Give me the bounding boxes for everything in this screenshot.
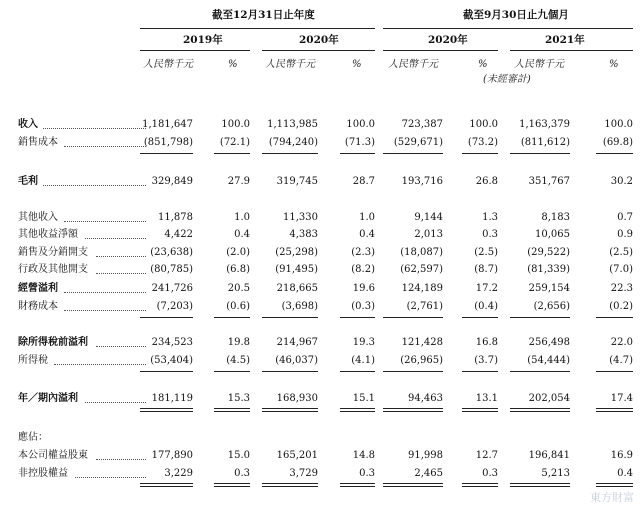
row-value: 1,163,379: [519, 119, 570, 130]
total-rule: [383, 483, 443, 484]
row-value: 5,213: [541, 468, 570, 479]
row-value: 1.3: [482, 212, 498, 223]
total-rule: [140, 317, 193, 318]
row-value: (54,444): [527, 355, 570, 366]
row-value: 100.0: [604, 119, 633, 130]
row-value: (8.7): [474, 264, 498, 275]
row-value: (91,495): [275, 264, 318, 275]
row-value: 12.7: [475, 450, 498, 461]
row-value: 100.0: [469, 119, 498, 130]
row-value: 351,767: [528, 176, 570, 187]
row-value: (3.7): [474, 355, 498, 366]
total-rule: [140, 153, 193, 154]
row-value: 15.3: [227, 393, 250, 404]
row-label: 所得稅: [18, 355, 48, 366]
total-rule: [596, 371, 633, 372]
row-value: 202,054: [528, 393, 570, 404]
row-value: 0.4: [234, 229, 250, 240]
total-rule: [596, 153, 633, 154]
leader-dots: [64, 146, 146, 147]
leader-dots: [43, 185, 146, 186]
year-rule-4: [510, 50, 633, 51]
total-rule: [214, 317, 250, 318]
row-value: 196,841: [528, 450, 570, 461]
row-value: 17.2: [475, 283, 498, 294]
row-value: 19.8: [227, 337, 250, 348]
total-rule: [262, 486, 318, 487]
row-value: 0.3: [482, 468, 498, 479]
total-rule: [510, 317, 570, 318]
unaudited-note: (未經審計): [483, 74, 531, 85]
row-value: 91,998: [408, 450, 443, 461]
total-rule: [262, 153, 318, 154]
total-rule: [462, 371, 498, 372]
row-value: 11,330: [283, 212, 318, 223]
leader-dots: [96, 273, 147, 274]
total-rule: [462, 317, 498, 318]
total-rule: [340, 371, 375, 372]
group-title-nine-months: 截至9月30日止九個月: [463, 9, 569, 21]
row-value: 15.0: [227, 450, 250, 461]
total-rule: [596, 411, 633, 412]
row-value: (4.7): [609, 355, 633, 366]
total-rule: [383, 153, 443, 154]
leader-dots: [54, 364, 147, 365]
row-value: 20.5: [227, 283, 250, 294]
row-label: 本公司權益股東: [18, 450, 88, 461]
year-2020-nine: 2020年: [428, 34, 468, 46]
row-value: (7.0): [609, 264, 633, 275]
row-value: 124,189: [401, 283, 443, 294]
year-rule-3: [383, 50, 498, 51]
total-rule: [340, 486, 375, 487]
row-value: (4.5): [226, 355, 250, 366]
row-label: 經營溢利: [18, 283, 58, 294]
leader-dots: [85, 402, 146, 403]
row-value: 168,930: [276, 393, 318, 404]
year-rule-2: [262, 50, 375, 51]
row-value: 181,119: [151, 393, 193, 404]
row-value: 329,849: [151, 176, 193, 187]
leader-dots: [96, 459, 147, 460]
row-value: 256,498: [528, 337, 570, 348]
row-value: (6.8): [226, 264, 250, 275]
total-rule: [340, 411, 375, 412]
row-value: 100.0: [346, 119, 375, 130]
year-2021-nine: 2021年: [545, 34, 585, 46]
group-rule-nine-months: [383, 28, 633, 29]
row-value: (80,785): [150, 264, 193, 275]
leader-dots: [64, 221, 146, 222]
unit-pct-2: %: [352, 59, 362, 70]
total-rule: [262, 408, 318, 409]
row-value: 259,154: [528, 283, 570, 294]
row-value: (18,087): [400, 247, 443, 258]
row-value: (29,522): [527, 247, 570, 258]
row-label: 除所得稅前溢利: [18, 337, 88, 348]
total-rule: [596, 486, 633, 487]
row-value: 234,523: [151, 337, 193, 348]
row-value: (3,698): [281, 301, 318, 312]
row-value: (0.3): [351, 301, 375, 312]
row-value: 241,726: [151, 283, 193, 294]
year-2020-full: 2020年: [299, 34, 339, 46]
row-value: 11,878: [158, 212, 193, 223]
total-rule: [596, 483, 633, 484]
total-rule: [140, 411, 193, 412]
row-value: 1,113,985: [267, 119, 318, 130]
total-rule: [596, 408, 633, 409]
row-value: (2.3): [351, 247, 375, 258]
total-rule: [262, 371, 318, 372]
year-2019: 2019年: [183, 34, 223, 46]
total-rule: [140, 483, 193, 484]
row-value: 0.7: [617, 212, 633, 223]
row-value: 9,144: [414, 212, 443, 223]
row-value: (25,298): [275, 247, 318, 258]
row-value: (81,339): [527, 264, 570, 275]
row-value: 121,428: [401, 337, 443, 348]
row-value: (529,671): [393, 137, 443, 148]
row-label: 其他收益淨額: [18, 229, 78, 240]
total-rule: [596, 317, 633, 318]
row-value: 19.6: [352, 283, 375, 294]
total-rule: [262, 317, 318, 318]
total-rule: [383, 371, 443, 372]
leader-dots: [43, 128, 146, 129]
row-value: (851,798): [143, 137, 193, 148]
row-label: 毛利: [18, 176, 38, 187]
row-value: (0.2): [609, 301, 633, 312]
row-value: 4,383: [289, 229, 318, 240]
row-value: (0.4): [474, 301, 498, 312]
row-value: 3,229: [164, 468, 193, 479]
row-value: 177,890: [151, 450, 193, 461]
total-rule: [140, 371, 193, 372]
row-label: 行政及其他開支: [18, 264, 88, 275]
total-rule: [510, 486, 570, 487]
row-value: 2,465: [414, 468, 443, 479]
row-value: (2.5): [609, 247, 633, 258]
unit-pct-4: %: [609, 59, 619, 70]
leader-dots: [75, 477, 147, 478]
row-value: 2,013: [414, 229, 443, 240]
total-rule: [462, 411, 498, 412]
row-value: (62,597): [400, 264, 443, 275]
row-value: (53,404): [150, 355, 193, 366]
total-rule: [462, 153, 498, 154]
row-value: 14.8: [352, 450, 375, 461]
total-rule: [383, 317, 443, 318]
row-value: (794,240): [268, 137, 318, 148]
total-rule: [214, 486, 250, 487]
total-rule: [214, 153, 250, 154]
row-label: 其他收入: [18, 212, 58, 223]
row-value: (73.2): [467, 137, 498, 148]
row-label: 年／期內溢利: [18, 393, 78, 404]
row-value: 13.1: [475, 393, 498, 404]
row-value: (4.1): [351, 355, 375, 366]
row-label: 非控股權益: [18, 468, 68, 479]
row-label: 財務成本: [18, 301, 58, 312]
row-value: 0.4: [617, 468, 633, 479]
leader-dots: [96, 346, 147, 347]
row-value: 100.0: [221, 119, 250, 130]
total-rule: [140, 408, 193, 409]
row-value: 94,463: [408, 393, 443, 404]
total-rule: [262, 483, 318, 484]
unit-pct-1: %: [228, 59, 238, 70]
row-value: (71.3): [344, 137, 375, 148]
total-rule: [140, 486, 193, 487]
row-value: 22.0: [610, 337, 633, 348]
row-value: (46,037): [275, 355, 318, 366]
row-value: 4,422: [164, 229, 193, 240]
unit-pct-3: %: [478, 59, 488, 70]
row-value: 17.4: [610, 393, 633, 404]
row-value: 319,745: [276, 176, 318, 187]
total-rule: [510, 153, 570, 154]
unit-amount-4: 人民幣千元: [514, 59, 564, 70]
row-value: 1.0: [359, 212, 375, 223]
row-value: 10,065: [535, 229, 570, 240]
total-rule: [214, 483, 250, 484]
row-value: 22.3: [610, 283, 633, 294]
row-value: (0.6): [226, 301, 250, 312]
row-value: 0.3: [234, 468, 250, 479]
row-value: 0.3: [482, 229, 498, 240]
row-value: (23,638): [150, 247, 193, 258]
row-value: 28.7: [352, 176, 375, 187]
total-rule: [340, 317, 375, 318]
row-value: 214,967: [276, 337, 318, 348]
row-label: 銷售成本: [18, 137, 58, 148]
row-value: 8,183: [541, 212, 570, 223]
leader-dots: [85, 238, 146, 239]
row-value: 0.9: [617, 229, 633, 240]
row-value: 1,181,647: [142, 119, 193, 130]
group-title-year: 截至12月31日止年度: [212, 9, 315, 21]
row-value: 193,716: [401, 176, 443, 187]
total-rule: [383, 486, 443, 487]
row-value: (2.5): [474, 247, 498, 258]
row-value: 30.2: [610, 176, 633, 187]
total-rule: [214, 408, 250, 409]
row-value: 19.3: [352, 337, 375, 348]
watermark: 東方財富: [590, 491, 634, 504]
total-rule: [340, 408, 375, 409]
row-value: 16.8: [475, 337, 498, 348]
row-value: 26.8: [475, 176, 498, 187]
total-rule: [383, 408, 443, 409]
row-value: (69.8): [602, 137, 633, 148]
leader-dots: [64, 310, 146, 311]
unit-amount-1: 人民幣千元: [143, 59, 193, 70]
row-value: 0.3: [359, 468, 375, 479]
row-value: (7,203): [156, 301, 193, 312]
total-rule: [462, 408, 498, 409]
unit-amount-2: 人民幣千元: [265, 59, 315, 70]
total-rule: [462, 483, 498, 484]
row-label: 銷售及分銷開支: [18, 247, 88, 258]
row-value: (72.1): [219, 137, 250, 148]
row-value: 3,729: [289, 468, 318, 479]
total-rule: [340, 483, 375, 484]
row-value: (2.0): [226, 247, 250, 258]
total-rule: [510, 483, 570, 484]
total-rule: [214, 371, 250, 372]
unit-amount-3: 人民幣千元: [388, 59, 438, 70]
total-rule: [383, 411, 443, 412]
row-value: 15.1: [352, 393, 375, 404]
total-rule: [510, 408, 570, 409]
group-rule-year: [140, 28, 375, 29]
row-value: 16.9: [610, 450, 633, 461]
year-rule-1: [140, 50, 250, 51]
row-value: 165,201: [276, 450, 318, 461]
row-value: (811,612): [520, 137, 570, 148]
total-rule: [262, 411, 318, 412]
leader-dots: [96, 256, 147, 257]
row-value: (2,656): [533, 301, 570, 312]
row-value: 0.4: [359, 229, 375, 240]
row-value: (26,965): [400, 355, 443, 366]
leader-dots: [64, 292, 146, 293]
row-value: 218,665: [276, 283, 318, 294]
row-label: 應佔：: [18, 432, 48, 443]
total-rule: [214, 411, 250, 412]
total-rule: [510, 411, 570, 412]
row-label: 收入: [18, 119, 38, 130]
row-value: (8.2): [351, 264, 375, 275]
row-value: 1.0: [234, 212, 250, 223]
total-rule: [462, 486, 498, 487]
row-value: 723,387: [401, 119, 443, 130]
row-value: (2,761): [406, 301, 443, 312]
row-value: 27.9: [227, 176, 250, 187]
total-rule: [340, 153, 375, 154]
total-rule: [510, 371, 570, 372]
